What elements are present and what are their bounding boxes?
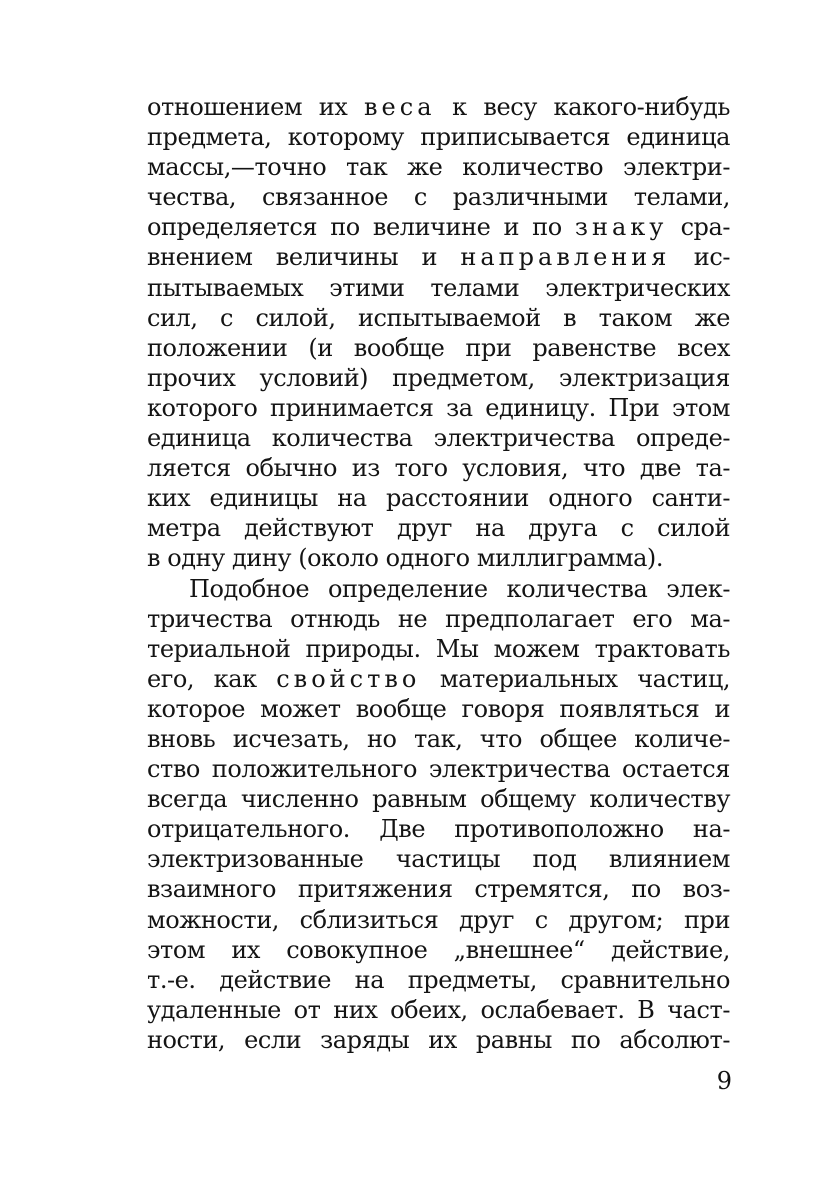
spaced-emphasis: веса: [364, 93, 436, 121]
text-line-22: вновь исчезать, но так, что общее количе-: [147, 724, 730, 753]
text-line-29: этом их совокупное „внешнее“ действие,: [147, 935, 730, 964]
text-line-17: Подобное определение количества элек-: [189, 574, 730, 603]
text-line-26: электризованные частицы под влиянием: [147, 845, 730, 874]
text-line-32: ности, если заряды их равны по абсолют-: [147, 1025, 730, 1054]
text-line-13: ляется обычно из того условия, что две та-: [147, 454, 730, 483]
text-line-2: предмета, которому приписывается единица: [147, 123, 730, 152]
text-line-5: определяется по величине и по знаку сра-: [147, 213, 730, 242]
text-line-23: ство положительного электричества остается: [147, 755, 730, 784]
text-line-14: ких единицы на расстоянии одного санти-: [147, 484, 730, 513]
text-line-19: териальной природы. Мы можем трактовать: [147, 634, 730, 663]
text-line-4: чества, связанное с различными телами,: [147, 183, 730, 212]
text-line-9: положении (и вообще при равенстве всех: [147, 333, 730, 362]
text-line-10: прочих условий) предметом, электризация: [147, 363, 730, 392]
text-line-6: внением величины и направления ис-: [147, 243, 730, 272]
text-line-16: в одну дину (около одного миллиграмма).: [147, 544, 664, 573]
text-line-11: которого принимается за единицу. При этом: [147, 393, 730, 422]
page-number: 9: [716, 1067, 732, 1095]
text-line-15: метра действуют друг на друга с силой: [147, 514, 730, 543]
text-line-18: тричества отнюдь не предполагает его ма-: [147, 604, 730, 633]
text-line-28: можности, сблизиться друг с другом; при: [147, 905, 730, 934]
spaced-emphasis: направления: [460, 243, 671, 272]
text-line-20: его, как свойство материальных частиц,: [147, 664, 730, 693]
text-line-12: единица количества электричества опреде-: [147, 424, 730, 453]
spaced-emphasis: знаку: [574, 213, 668, 242]
text-line-30: т.-е. действие на предметы, сравнительно: [147, 965, 730, 994]
text-line-21: которое может вообще говоря появляться и: [147, 694, 730, 723]
text-line-7: пытываемых этими телами электрических: [147, 273, 730, 302]
text-line-31: удаленные от них обеих, ослабевает. В част-: [147, 995, 730, 1024]
text-line-25: отрицательного. Две противоположно на-: [147, 815, 730, 844]
text-line-1: отношением их веса к весу какого-нибудь: [147, 93, 730, 121]
body-text: [147, 92, 730, 1055]
text-line-3: массы,—точно так же количество электри-: [147, 153, 730, 182]
spaced-emphasis: свойство: [276, 664, 421, 693]
text-line-24: всегда численно равным общему количеству: [147, 785, 730, 814]
text-line-27: взаимного притяжения стремятся, по воз-: [147, 875, 730, 904]
text-line-8: сил, с силой, испытываемой в таком же: [147, 303, 730, 332]
